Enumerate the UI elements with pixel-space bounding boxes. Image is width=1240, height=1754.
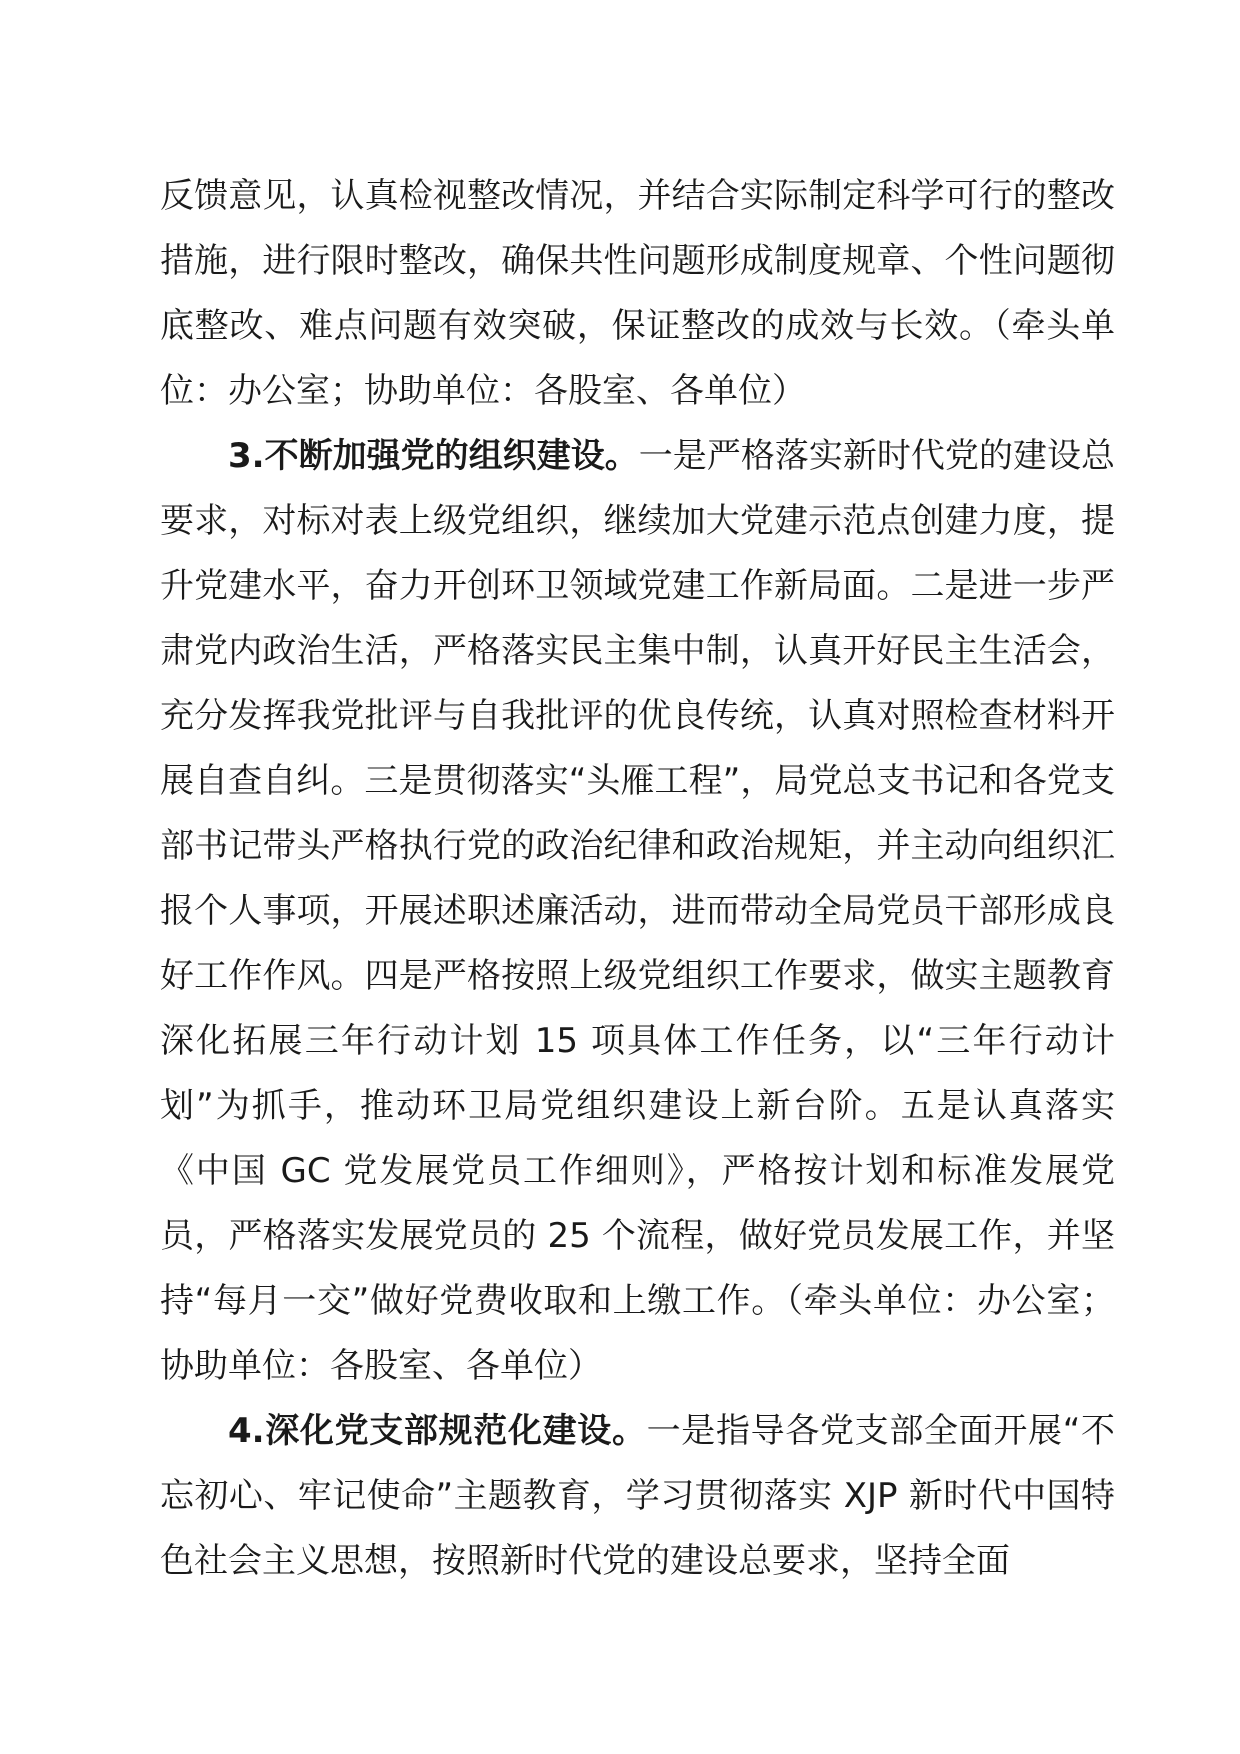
- paragraph-text: 反馈意见，认真检视整改情况，并结合实际制定科学可行的整改措施，进行限时整改，确保共性问题形成制度规章、个性问题彻底整改、难点问题有效突破，保证整改的成效与长效。（牵头单位：办公室；协助单位：各股室、各单位）: [160, 176, 1115, 411]
- paragraph-text: 一是严格落实新时代党的建设总要求，对标对表上级党组织，继续加大党建示范点创建力度，提升党建水平，奋力开创环卫领域党建工作新局面。二是进一步严肃党内政治生活，严格落实民主集中制，认真开好民主生活会，充分发挥我党批评与自我批评的优良传统，认真对照检查材料开展自查自纠。三是贯彻落实“头雁工程”，局党总支书记和各党支部书记带头严格执行党的政治纪律和政治规矩，并主动向组织汇报个人事项，开展述职述廉活动，进而带动全局党员干部形成良好工作作风。四是严格按照上级党组织工作要求，做实主题教育深化拓展三年行动计划 15 项具体工作任务，以“三年行动计划”为抓手，推动环卫局党组织建设上新台阶。五是认真落实《中国 GC 党发展党员工作细则》，严格按计划和标准发展党员，严格落实发展党员的 25 个流程，做好党员发展工作，并坚持“每月一交”做好党费收取和上缴工作。（牵头单位：办公室；协助单位：各股室、各单位）: [160, 436, 1115, 1386]
- paragraph-text: 一是指导各党支部全面开展“不忘初心、牢记使命”主题教育，学习贯彻落实 XJP 新时代中国特色社会主义思想，按照新时代党的建设总要求，坚持全面: [160, 1411, 1115, 1581]
- paragraph-organization-building: [160, 424, 1115, 1399]
- section-heading-3: 3.不断加强党的组织建设。: [228, 436, 639, 476]
- section-heading-4: 4.深化党支部规范化建设。: [228, 1411, 647, 1451]
- paragraph-rectification: [160, 164, 1115, 424]
- paragraph-branch-standardization: [160, 1399, 1115, 1594]
- document-page: [160, 164, 1115, 1594]
